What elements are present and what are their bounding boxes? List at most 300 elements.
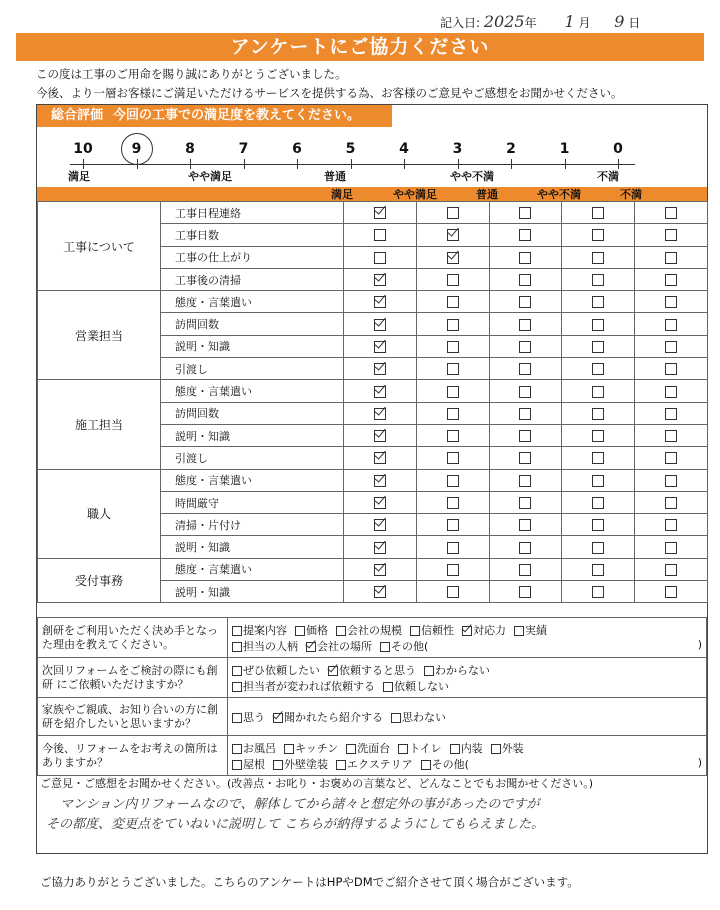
scale-number-8[interactable]: 8 <box>185 141 195 157</box>
rating-cell <box>562 402 635 424</box>
checkbox[interactable] <box>336 760 346 770</box>
rating-cell <box>562 246 635 268</box>
rating-cell <box>489 469 562 491</box>
table-row <box>38 469 708 491</box>
item-label: 工事日程連絡 <box>161 202 344 224</box>
checkbox[interactable] <box>447 564 459 576</box>
rating-cell <box>344 447 417 469</box>
option-label: 思わない <box>402 710 446 724</box>
checkbox[interactable] <box>665 386 677 398</box>
checkbox[interactable] <box>665 341 677 353</box>
category-1: 営業担当 <box>38 291 161 380</box>
option[interactable] <box>232 622 287 638</box>
rating-cell <box>416 202 489 224</box>
option-label: 屋根 <box>243 757 265 771</box>
checkbox[interactable] <box>447 408 459 420</box>
checkbox[interactable] <box>665 252 677 264</box>
checkbox[interactable] <box>592 341 604 353</box>
checkbox[interactable] <box>336 626 346 636</box>
rating-cell <box>416 424 489 446</box>
checkbox[interactable] <box>447 229 459 241</box>
rating-cell <box>635 224 708 246</box>
option-label: 担当者が変われば依頼する <box>243 679 375 693</box>
checkbox[interactable] <box>519 452 531 464</box>
checkbox[interactable] <box>374 564 386 576</box>
checkbox[interactable] <box>374 319 386 331</box>
scale-number-5[interactable]: 5 <box>345 141 356 157</box>
rating-cell <box>562 558 635 580</box>
item-label: 態度・言葉遣い <box>161 380 344 402</box>
option[interactable] <box>328 662 416 678</box>
checkbox[interactable] <box>592 586 604 598</box>
checkbox[interactable] <box>519 586 531 598</box>
checkbox[interactable] <box>519 386 531 398</box>
checkbox[interactable] <box>665 274 677 286</box>
checkbox[interactable] <box>424 666 434 676</box>
checkbox[interactable] <box>665 408 677 420</box>
checkbox[interactable] <box>447 430 459 442</box>
option[interactable] <box>450 740 483 756</box>
table-row <box>38 291 708 313</box>
rating-cell <box>635 268 708 290</box>
rating-cell <box>562 224 635 246</box>
rating-cell <box>562 268 635 290</box>
option[interactable] <box>273 756 328 772</box>
option-label: わからない <box>435 663 490 677</box>
rating-cell <box>635 335 708 357</box>
checkbox[interactable] <box>374 363 386 375</box>
option-label: ぜひ依頼したい <box>243 663 320 677</box>
option-label: 洗面台 <box>357 741 391 755</box>
checkbox[interactable] <box>665 296 677 308</box>
scale-label-neutral: 普通 <box>324 170 346 183</box>
checkbox[interactable] <box>374 207 386 219</box>
option[interactable] <box>273 709 383 725</box>
checkbox[interactable] <box>514 626 524 636</box>
scale-number-9[interactable]: 9 <box>131 141 142 157</box>
rating-table <box>37 201 708 603</box>
scale-number-4[interactable]: 4 <box>399 141 409 157</box>
checkbox[interactable] <box>665 497 677 509</box>
q1-question: 創研をご利用いただく決め手となった理由を教えてください。 <box>38 618 228 658</box>
rating-cell <box>416 335 489 357</box>
scale-number-7[interactable]: 7 <box>238 141 249 157</box>
option-label: 担当の人柄 <box>243 639 298 653</box>
checkbox[interactable] <box>374 542 386 554</box>
checkbox[interactable] <box>374 519 386 531</box>
rating-cell <box>416 313 489 335</box>
comment-question: ご意見・ご感想をお聞かせください。(改善点・お叱り・お褒めの言葉など、どんなことでもお聞かせください。) <box>40 777 594 790</box>
option[interactable] <box>295 622 328 638</box>
item-label: 時間厳守 <box>161 491 344 513</box>
option[interactable] <box>284 740 338 756</box>
questions-table <box>37 617 707 776</box>
rating-cell <box>416 358 489 380</box>
checkbox[interactable] <box>374 341 386 353</box>
col-header-somewhat-dissatisfied: やや不満 <box>537 188 581 201</box>
checkbox[interactable] <box>447 586 459 598</box>
rating-cell <box>416 469 489 491</box>
rating-cell <box>635 447 708 469</box>
rating-cell <box>416 380 489 402</box>
option-label: その他( <box>431 757 469 771</box>
q3-options <box>228 698 707 736</box>
option-label: 依頼しない <box>394 679 449 693</box>
checkbox[interactable] <box>519 296 531 308</box>
checkbox[interactable] <box>592 252 604 264</box>
option[interactable] <box>424 662 490 678</box>
q1-options <box>228 618 707 658</box>
survey-title: アンケートにご協力ください <box>16 33 704 61</box>
checkbox[interactable] <box>447 207 459 219</box>
checkbox[interactable] <box>374 430 386 442</box>
item-label: 訪問回数 <box>161 313 344 335</box>
checkbox[interactable] <box>374 408 386 420</box>
scale-number-2[interactable]: 2 <box>506 141 516 157</box>
scale-number-10[interactable]: 10 <box>73 141 93 157</box>
checkbox[interactable] <box>519 408 531 420</box>
scale-label-somewhat-dissatisfied: やや不満 <box>450 170 494 183</box>
category-2: 施工担当 <box>38 380 161 469</box>
checkbox[interactable] <box>232 626 242 636</box>
option-label: 外壁塗装 <box>284 757 328 771</box>
option-label: 実績 <box>525 623 547 637</box>
checkbox[interactable] <box>519 430 531 442</box>
rating-cell <box>416 581 489 603</box>
checkbox[interactable] <box>273 713 283 723</box>
rating-cell <box>635 536 708 558</box>
rating-cell <box>635 313 708 335</box>
table-row <box>38 202 708 224</box>
rating-cell <box>562 358 635 380</box>
checkbox[interactable] <box>391 713 401 723</box>
option[interactable] <box>336 622 402 638</box>
rating-cell <box>344 536 417 558</box>
month-value: 1 <box>564 12 575 31</box>
checkbox[interactable] <box>374 386 386 398</box>
checkbox[interactable] <box>592 229 604 241</box>
item-label: 工事後の清掃 <box>161 268 344 290</box>
overall-question: 今回の工事での満足度を教えてください。 <box>113 108 361 123</box>
date-label: 記入日: <box>440 16 481 30</box>
option[interactable] <box>232 638 298 654</box>
item-label: 訪問回数 <box>161 402 344 424</box>
checkbox[interactable] <box>592 452 604 464</box>
checkbox[interactable] <box>592 274 604 286</box>
rating-cell <box>635 558 708 580</box>
checkbox[interactable] <box>447 363 459 375</box>
comment-line-1: マンション内リフォームなので、解体してから諸々と想定外の事があったのですが <box>60 797 540 812</box>
q4-close-paren: ) <box>697 755 702 769</box>
overall-tag: 総合評価 <box>51 108 104 123</box>
checkbox[interactable] <box>665 475 677 487</box>
option-label: 対応力 <box>473 623 506 637</box>
table-row <box>38 558 708 580</box>
checkbox[interactable] <box>398 744 408 754</box>
checkbox[interactable] <box>450 744 460 754</box>
option[interactable] <box>232 756 265 772</box>
option[interactable] <box>232 678 375 694</box>
option[interactable] <box>410 622 454 638</box>
overall-header <box>37 105 392 127</box>
table-row <box>38 380 708 402</box>
checkbox[interactable] <box>491 744 501 754</box>
checkbox[interactable] <box>374 452 386 464</box>
rating-cell <box>635 491 708 513</box>
checkbox[interactable] <box>592 564 604 576</box>
checkbox[interactable] <box>447 519 459 531</box>
scale-line <box>70 164 635 165</box>
rating-cell <box>489 536 562 558</box>
checkbox[interactable] <box>374 586 386 598</box>
checkbox[interactable] <box>592 319 604 331</box>
checkbox[interactable] <box>232 642 242 652</box>
checkbox[interactable] <box>665 452 677 464</box>
year-value: 2025 <box>483 12 525 31</box>
checkbox[interactable] <box>519 252 531 264</box>
rating-cell <box>562 491 635 513</box>
rating-cell <box>489 424 562 446</box>
item-label: 引渡し <box>161 447 344 469</box>
rating-cell <box>562 469 635 491</box>
checkbox[interactable] <box>383 682 393 692</box>
checkbox[interactable] <box>665 319 677 331</box>
rating-cell <box>489 246 562 268</box>
option[interactable] <box>514 622 547 638</box>
checkbox[interactable] <box>374 296 386 308</box>
rating-cell <box>635 514 708 536</box>
option[interactable] <box>491 740 524 756</box>
rating-cell <box>416 291 489 313</box>
checkbox[interactable] <box>447 542 459 554</box>
rating-cell <box>416 514 489 536</box>
checkbox[interactable] <box>374 497 386 509</box>
rating-cell <box>489 581 562 603</box>
rating-cell <box>416 491 489 513</box>
checkbox[interactable] <box>380 642 390 652</box>
checkbox[interactable] <box>273 760 283 770</box>
checkbox[interactable] <box>447 252 459 264</box>
checkbox[interactable] <box>346 744 356 754</box>
col-header-neutral: 普通 <box>476 188 498 201</box>
checkbox[interactable] <box>421 760 431 770</box>
checkbox[interactable] <box>592 519 604 531</box>
scale-label-dissatisfied: 不満 <box>597 170 619 183</box>
option[interactable] <box>336 756 413 772</box>
option[interactable] <box>306 638 372 654</box>
q2-options <box>228 658 707 698</box>
checkbox[interactable] <box>519 497 531 509</box>
rating-cell <box>562 424 635 446</box>
checkbox[interactable] <box>232 682 242 692</box>
scale-number-3[interactable]: 3 <box>452 141 463 157</box>
option[interactable] <box>462 622 506 638</box>
q3-question: 家族やご親戚、お知り合いの方に創研を紹介したいと思いますか？ <box>38 698 228 736</box>
q1-close-paren: ) <box>697 637 702 651</box>
rating-cell <box>635 246 708 268</box>
rating-cell <box>344 268 417 290</box>
checkbox[interactable] <box>519 475 531 487</box>
checkbox[interactable] <box>592 207 604 219</box>
item-label: 説明・知識 <box>161 536 344 558</box>
checkbox[interactable] <box>306 642 316 652</box>
checkbox[interactable] <box>328 666 338 676</box>
rating-cell <box>416 246 489 268</box>
checkbox[interactable] <box>374 475 386 487</box>
rating-cell <box>344 313 417 335</box>
option-label: キッチン <box>295 741 339 755</box>
q2-question: 次回リフォームをご検討の際にも創研 にご依頼いただけますか？ <box>38 658 228 698</box>
checkbox[interactable] <box>447 452 459 464</box>
checkbox[interactable] <box>665 586 677 598</box>
checkbox[interactable] <box>447 475 459 487</box>
option-label: 信頼性 <box>421 623 454 637</box>
year-unit: 年 <box>524 16 537 30</box>
checkbox[interactable] <box>592 430 604 442</box>
checkbox[interactable] <box>295 626 305 636</box>
q4-question: 今後、リフォームをお考えの箇所はありますか？ <box>38 736 228 776</box>
checkbox[interactable] <box>592 386 604 398</box>
option[interactable] <box>380 638 428 654</box>
checkbox[interactable] <box>665 519 677 531</box>
checkbox[interactable] <box>592 363 604 375</box>
item-label: 清掃・片付け <box>161 514 344 536</box>
checkbox[interactable] <box>232 760 242 770</box>
checkbox[interactable] <box>447 386 459 398</box>
rating-cell <box>489 291 562 313</box>
option-label: 思う <box>243 710 265 724</box>
rating-cell <box>416 536 489 558</box>
rating-cell <box>562 202 635 224</box>
rating-cell <box>562 514 635 536</box>
checkbox[interactable] <box>665 229 677 241</box>
checkbox[interactable] <box>447 497 459 509</box>
option[interactable] <box>391 709 446 725</box>
checkbox[interactable] <box>665 207 677 219</box>
checkbox[interactable] <box>592 497 604 509</box>
rating-cell <box>489 358 562 380</box>
option-label: 外装 <box>501 741 524 755</box>
comment-line-2: その都度、変更点をていねいに説明して こちらが納得するようにしてもらえました。 <box>46 817 545 832</box>
rating-cell <box>344 402 417 424</box>
rating-cell <box>416 268 489 290</box>
option-label: トイレ <box>409 741 442 755</box>
option-label: お風呂 <box>243 741 276 755</box>
rating-cell <box>635 581 708 603</box>
checkbox[interactable] <box>592 542 604 554</box>
checkbox[interactable] <box>665 542 677 554</box>
checkbox[interactable] <box>232 666 242 676</box>
checkbox[interactable] <box>665 564 677 576</box>
checkbox[interactable] <box>519 274 531 286</box>
scale-number-1[interactable]: 1 <box>559 141 570 157</box>
scale-number-6[interactable]: 6 <box>292 141 302 157</box>
option-label: その他( <box>391 639 429 653</box>
rating-cell <box>562 380 635 402</box>
option[interactable] <box>383 678 449 694</box>
item-label: 引渡し <box>161 358 344 380</box>
checkbox[interactable] <box>519 542 531 554</box>
item-label: 態度・言葉遣い <box>161 558 344 580</box>
q4-options <box>228 736 707 776</box>
item-label: 態度・言葉遣い <box>161 469 344 491</box>
rating-cell <box>489 514 562 536</box>
entry-date <box>440 12 640 31</box>
rating-cell <box>562 313 635 335</box>
col-header-satisfied: 満足 <box>331 188 353 201</box>
option[interactable] <box>232 740 276 756</box>
checkbox[interactable] <box>665 363 677 375</box>
rating-cell <box>344 581 417 603</box>
scale-label-satisfied: 満足 <box>68 170 90 183</box>
checkbox[interactable] <box>374 229 386 241</box>
checkbox[interactable] <box>592 296 604 308</box>
checkbox[interactable] <box>462 626 472 636</box>
rating-cell <box>562 335 635 357</box>
option[interactable] <box>232 662 320 678</box>
day-value: 9 <box>614 12 625 31</box>
checkbox[interactable] <box>519 564 531 576</box>
checkbox[interactable] <box>519 229 531 241</box>
checkbox[interactable] <box>374 274 386 286</box>
category-0: 工事について <box>38 202 161 291</box>
checkbox[interactable] <box>592 475 604 487</box>
option[interactable] <box>398 740 441 756</box>
rating-cell <box>344 291 417 313</box>
rating-cell <box>344 514 417 536</box>
checkbox[interactable] <box>410 626 420 636</box>
option[interactable] <box>232 709 265 725</box>
checkbox[interactable] <box>665 430 677 442</box>
checkbox[interactable] <box>447 341 459 353</box>
checkbox[interactable] <box>519 319 531 331</box>
day-unit: 日 <box>628 16 641 30</box>
rating-cell <box>562 291 635 313</box>
checkbox[interactable] <box>447 296 459 308</box>
rating-cell <box>489 447 562 469</box>
checkbox[interactable] <box>519 207 531 219</box>
rating-cell <box>489 380 562 402</box>
checkbox[interactable] <box>447 319 459 331</box>
checkbox[interactable] <box>592 408 604 420</box>
checkbox[interactable] <box>232 713 242 723</box>
rating-cell <box>489 202 562 224</box>
item-label: 態度・言葉遣い <box>161 291 344 313</box>
option-label: 依頼すると思う <box>339 663 416 677</box>
option-label: 会社の規模 <box>347 623 402 637</box>
rating-cell <box>489 558 562 580</box>
option[interactable] <box>421 756 469 772</box>
checkbox[interactable] <box>232 744 242 754</box>
scale-number-0[interactable]: 0 <box>613 141 623 157</box>
rating-cell <box>344 558 417 580</box>
checkbox[interactable] <box>284 744 294 754</box>
footer-note: ご協力ありがとうございました。こちらのアンケートはHPやDMでご紹介させて頂く場合がございます。 <box>40 875 579 889</box>
checkbox[interactable] <box>519 363 531 375</box>
option-label: 会社の場所 <box>317 639 372 653</box>
checkbox[interactable] <box>447 274 459 286</box>
rating-cell <box>635 358 708 380</box>
option-label: 提案内容 <box>243 623 287 637</box>
option[interactable] <box>346 740 390 756</box>
checkbox[interactable] <box>519 519 531 531</box>
rating-cell <box>416 447 489 469</box>
rating-cell <box>489 224 562 246</box>
checkbox[interactable] <box>374 252 386 264</box>
checkbox[interactable] <box>519 341 531 353</box>
rating-cell <box>344 380 417 402</box>
rating-cell <box>562 581 635 603</box>
